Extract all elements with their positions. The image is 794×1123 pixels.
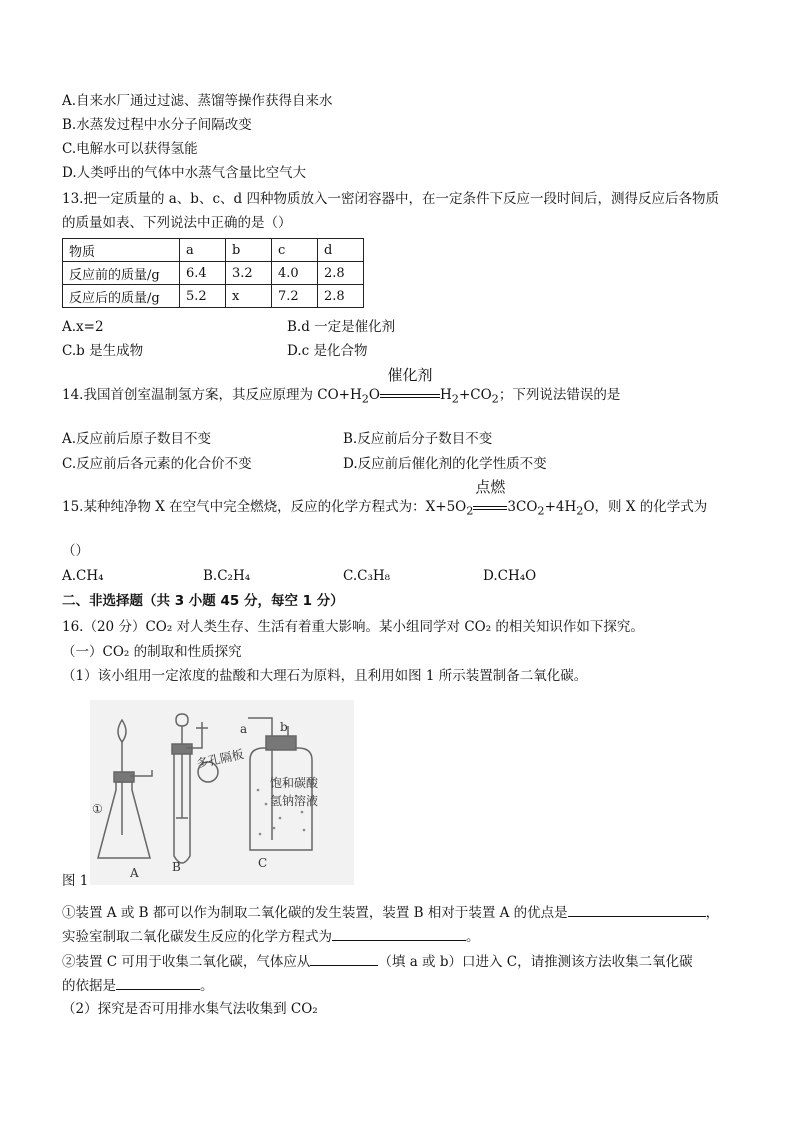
q14-stem: 14.我国首创室温制氢方案，其反应原理为 $CO+H_2O$ 催化剂 $H_2+CO_2$；下列说法错误的是 bbox=[62, 366, 621, 406]
answer-blank[interactable] bbox=[568, 902, 706, 917]
figure-caption: 图 1 bbox=[62, 873, 89, 889]
table-cell: 反应后的质量/g bbox=[63, 285, 180, 308]
q13-option-c: C.b 是生成物 bbox=[62, 343, 144, 359]
q15-stem-prefix: 15.某种纯净物 X 在空气中完全燃烧，反应的化学方程式为：X+5O bbox=[62, 499, 467, 515]
q16-q1-line1: ①装置 A 或 B 都可以作为制取二氧化碳的发生装置，装置 B 相对于装置 A 的优点是 ， bbox=[62, 902, 719, 922]
q16-q1-text2: 实验室制取二氧化碳发生反应的化学方程式为 bbox=[62, 929, 332, 945]
table-cell: 2.8 bbox=[318, 262, 364, 285]
apparatus-figure bbox=[90, 700, 354, 885]
q13-option-b: B.d 一定是催化剂 bbox=[287, 319, 396, 335]
q14-stem-suffix: ；下列说法错误的是 bbox=[498, 387, 621, 403]
q12-option-d: D.人类呼出的气体中水蒸气含量比空气大 bbox=[62, 165, 307, 181]
label-a-apparatus: A bbox=[130, 866, 139, 880]
q16-q2-text-a: ②装置 C 可用于收集二氧化碳，气体应从 bbox=[62, 954, 311, 970]
q13-option-d: D.c 是化合物 bbox=[287, 343, 368, 359]
q16-item1: （1）该小组用一定浓度的盐酸和大理石为原料，且利用如图 1 所示装置制备二氧化碳。 bbox=[62, 668, 588, 684]
table-header-cell: a bbox=[180, 239, 226, 262]
label-c-apparatus: C bbox=[258, 856, 268, 870]
q15-stem: 15.某种纯净物 X 在空气中完全燃烧，反应的化学方程式为：$X+5O_2$ 点燃 $3CO_2+4H_2O$，则 X 的化学式为 bbox=[62, 478, 708, 518]
answer-blank[interactable] bbox=[310, 951, 378, 966]
label-port-b: b bbox=[280, 720, 288, 734]
table-cell: 2.8 bbox=[318, 285, 364, 308]
q13-option-a: A.x=2 bbox=[62, 319, 104, 335]
table-header-row bbox=[63, 239, 364, 262]
q16-q2-line2: 的依据是 。 bbox=[62, 975, 214, 995]
q12-option-c: C.电解水可以获得氢能 bbox=[62, 141, 198, 157]
table-cell: x bbox=[226, 285, 272, 308]
q12-option-b: B.水蒸发过程中水分子间隔改变 bbox=[62, 117, 252, 133]
table-header-cell: b bbox=[226, 239, 272, 262]
table-cell: 反应前的质量/g bbox=[63, 262, 180, 285]
q14-option-d: D.反应前后催化剂的化学性质不变 bbox=[343, 456, 547, 472]
q16-q2-text-b: （填 a 或 b）口进入 C，请推测该方法收集二氧化碳 bbox=[378, 954, 693, 970]
table-cell: 4.0 bbox=[272, 262, 318, 285]
ignite-label: 点燃 bbox=[475, 478, 506, 496]
q14-option-c: C.反应前后各元素的化合价不变 bbox=[62, 456, 252, 472]
q16-q1-line2: 实验室制取二氧化碳发生反应的化学方程式为 。 bbox=[62, 926, 480, 946]
label-b-apparatus: B bbox=[172, 860, 181, 874]
q14-option-a: A.反应前后原子数目不变 bbox=[62, 431, 212, 447]
q12-option-a: A.自来水厂通过过滤、蒸馏等操作获得自来水 bbox=[62, 93, 333, 109]
table-cell: 7.2 bbox=[272, 285, 318, 308]
table-row bbox=[63, 262, 364, 285]
section-title: 二、非选择题（共 3 小题 45 分，每空 1 分） bbox=[62, 593, 344, 609]
q16-part1-heading: （一）CO₂ 的制取和性质探究 bbox=[62, 644, 242, 660]
q16-q2-text2: 的依据是 bbox=[62, 978, 116, 994]
q15-stem-suffix: ，则 X 的化学式为 bbox=[594, 499, 708, 515]
label-porous-plate: 多孔隔板 bbox=[195, 747, 246, 771]
q16-q2-line1 bbox=[62, 951, 693, 971]
q16-intro: 16.（20 分）CO₂ 对人类生存、生活有着重大影响。某小组同学对 CO₂ 的相关知识作如下探究。 bbox=[62, 619, 644, 635]
q15-option-d: D.CH₄O bbox=[483, 568, 537, 584]
q15-option-c: C.C₃H₈ bbox=[343, 568, 391, 584]
q13-stem-line1: 13.把一定质量的 a、b、c、d 四种物质放入一密闭容器中，在一定条件下反应一段时间后，测得反应后各物质 bbox=[62, 191, 719, 207]
table-header-cell: d bbox=[318, 239, 364, 262]
catalyst-arrow bbox=[380, 366, 440, 404]
table-row bbox=[63, 285, 364, 308]
label-port-a: a bbox=[240, 722, 248, 736]
catalyst-label: 催化剂 bbox=[387, 366, 433, 384]
table-cell: 5.2 bbox=[180, 285, 226, 308]
answer-blank[interactable] bbox=[116, 975, 200, 990]
table-header-cell: 物质 bbox=[63, 239, 180, 262]
table-cell: 6.4 bbox=[180, 262, 226, 285]
q15-option-a: A.CH₄ bbox=[62, 568, 104, 584]
q16-q1-text: ①装置 A 或 B 都可以作为制取二氧化碳的发生装置，装置 B 相对于装置 A 的优点是 bbox=[62, 905, 568, 921]
table-header-cell: c bbox=[272, 239, 318, 262]
q13-stem-line2: 的质量如表、下列说法中正确的是（） bbox=[62, 215, 292, 231]
label-circled-1: ① bbox=[92, 802, 103, 816]
q15-option-b: B.C₂H₄ bbox=[203, 568, 251, 584]
q13-mass-table bbox=[62, 238, 364, 308]
ignite-arrow bbox=[473, 478, 507, 516]
answer-blank[interactable] bbox=[332, 926, 466, 941]
q14-option-b: B.反应前后分子数目不变 bbox=[343, 431, 493, 447]
label-solution-line1: 饱和碳酸 bbox=[270, 776, 319, 790]
q16-item2: （2）探究是否可用排水集气法收集到 CO₂ bbox=[62, 1001, 318, 1017]
q14-stem-prefix: 14.我国首创室温制氢方案，其反应原理为 CO+H bbox=[62, 387, 362, 403]
table-cell: 3.2 bbox=[226, 262, 272, 285]
q15-paren: （） bbox=[62, 543, 89, 559]
label-solution-line2: 氢钠溶液 bbox=[270, 794, 319, 808]
